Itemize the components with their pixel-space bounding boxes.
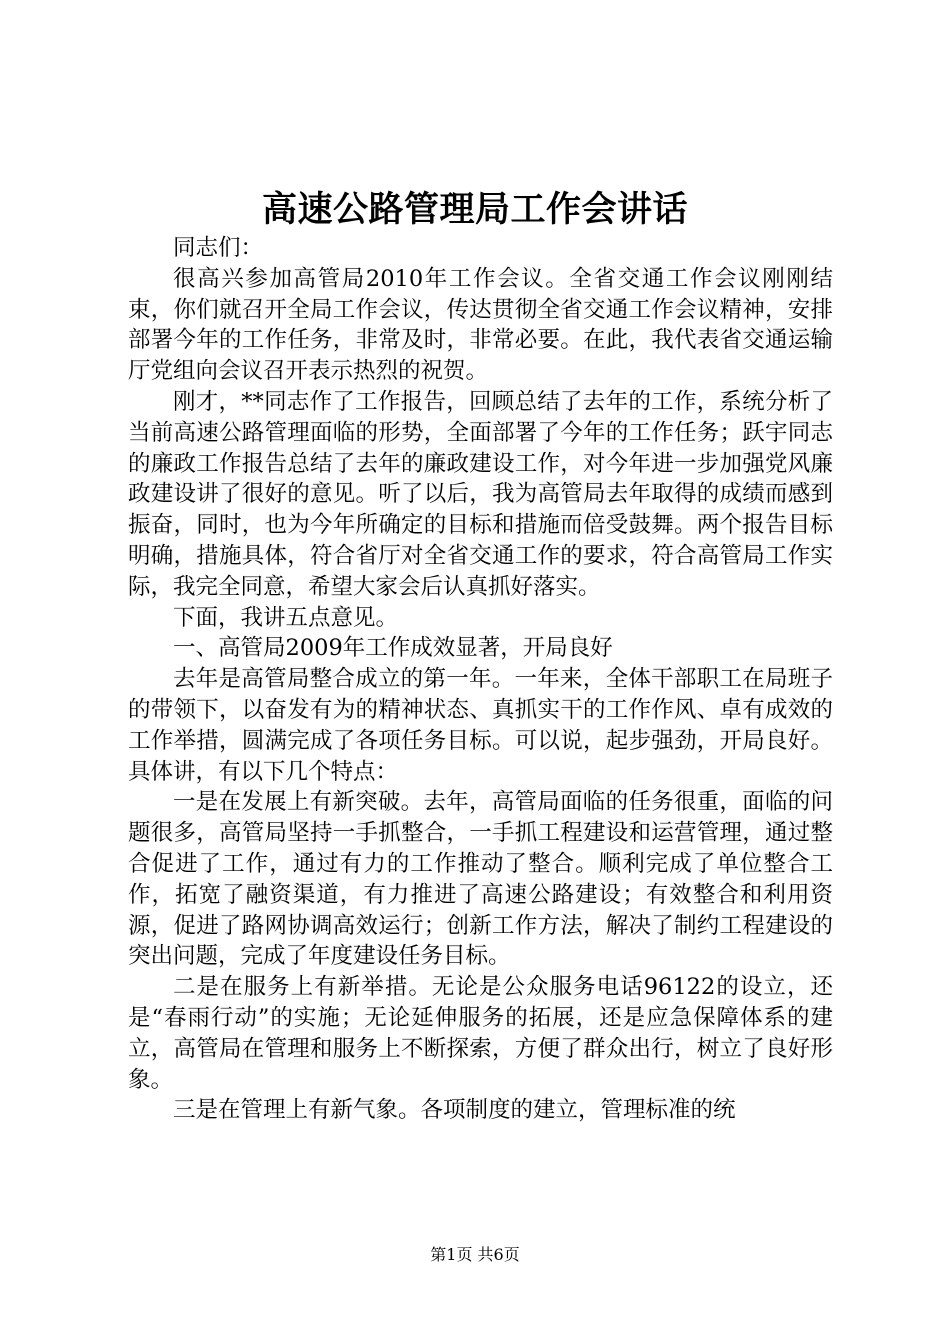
salutation: 同志们： [173,235,264,261]
document-body [128,233,833,1126]
page-footer: 第1页 共6页 [430,1245,520,1264]
body-paragraph: 三是在管理上有新气象。各项制度的建立，管理标准的统 [173,1097,736,1124]
body-paragraph: 一是在发展上有新突破。去年，高管局面临的任务很重，面临的问题很多，高管局坚持一手抓整合，一手抓工程建设和运营管理，通过整合促进了工作，通过有力的工作推动了整合。顺利完成了单位整合工作，拓宽了融资渠道，有力推进了高速公路建设；有效整合和利用资源，促进了路网协调高效运行；创新工作方法，解决了制约工程建设的突出问题，完成了年度建设任务目标。 [128,789,833,970]
body-paragraph: 很高兴参加高管局2010年工作会议。全省交通工作会议刚刚结束，你们就召开全局工作会议，传达贯彻全省交通工作会议精神，安排部署今年的工作任务，非常及时，非常必要。在此，我代表省交通运输厅党组向会议召开表示热烈的祝贺。 [128,265,833,385]
body-paragraph: 下面，我讲五点意见。 [173,604,399,631]
document-title: 高速公路管理局工作会讲话 [261,189,688,230]
section-heading: 一、高管局2009年工作成效显著，开局良好 [173,635,613,662]
body-paragraph: 二是在服务上有新举措。无论是公众服务电话96122的设立，还是“春雨行动”的实施；无论延伸服务的拓展，还是应急保障体系的建立，高管局在管理和服务上不断探索，方便了群众出行，树立了良好形象。 [128,974,833,1093]
body-paragraph: 刚才，**同志作了工作报告，回顾总结了去年的工作，系统分析了当前高速公路管理面临的形势，全面部署了今年的工作任务；跃宇同志的廉政工作报告总结了去年的廉政建设工作，对今年进一步加强党风廉政建设讲了很好的意见。听了以后，我为高管局去年取得的成绩而感到振奋，同时，也为今年所确定的目标和措施而倍受鼓舞。两个报告目标明确，措施具体，符合省厅对全省交通工作的要求，符合高管局工作实际，我完全同意，希望大家会后认真抓好落实。 [128,388,833,600]
body-paragraph: 去年是高管局整合成立的第一年。一年来，全体干部职工在局班子的带领下，以奋发有为的精神状态、真抓实干的工作作风、卓有成效的工作举措，圆满完成了各项任务目标。可以说，起步强劲，开局良好。具体讲，有以下几个特点： [128,666,833,785]
